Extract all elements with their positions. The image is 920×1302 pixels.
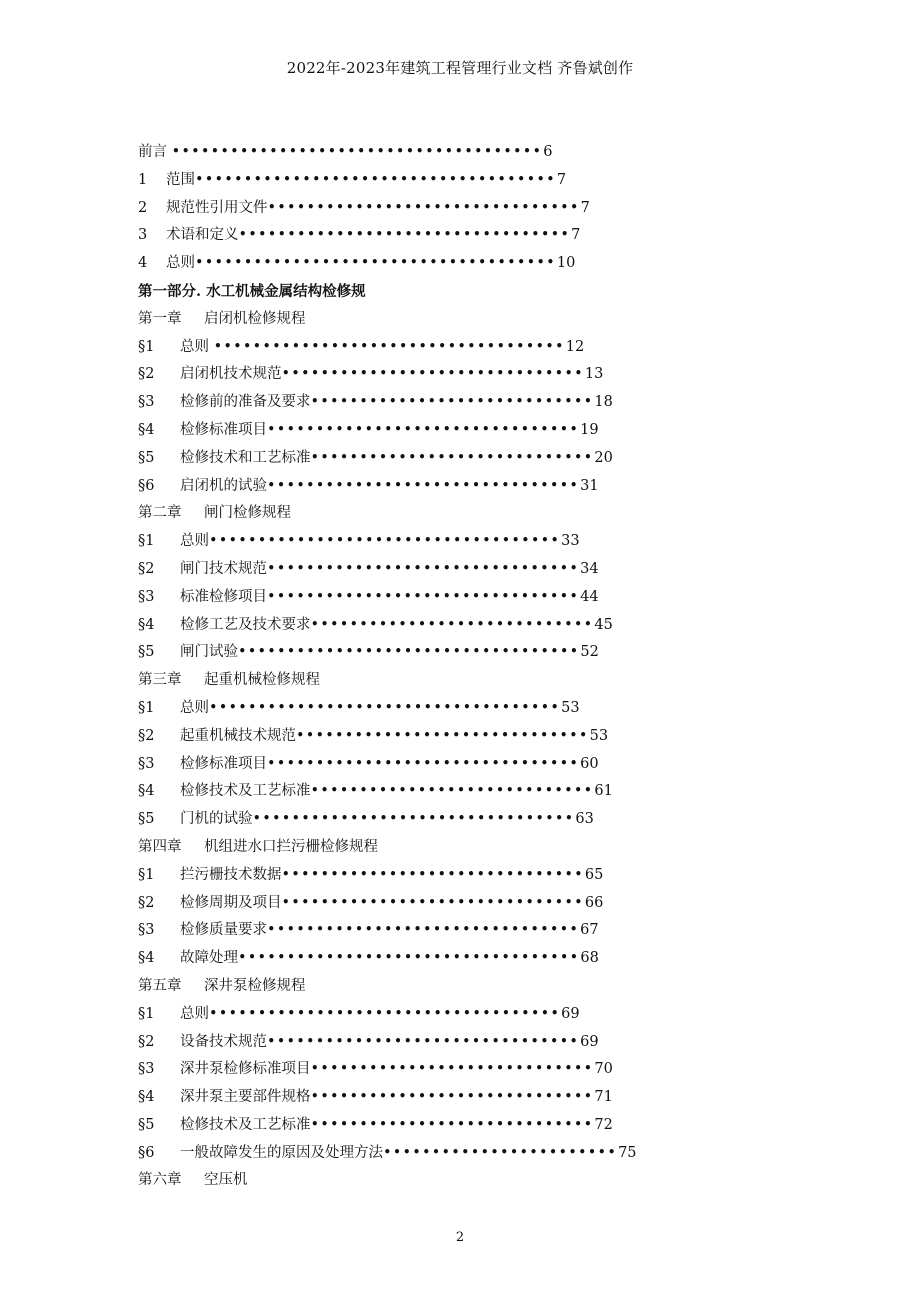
toc-number: §1 <box>138 533 155 550</box>
dot-leader: ••••••••••••••••••••••••••••••••• <box>252 811 575 828</box>
toc-page-number: 52 <box>580 644 599 661</box>
toc-title: 深井泵检修标准项目 <box>180 1061 311 1078</box>
toc-chapter[interactable] <box>138 1167 698 1195</box>
toc-title: 门机的试验 <box>180 811 253 828</box>
toc-entry[interactable] <box>138 1084 698 1112</box>
toc-title: 起重机械技术规范 <box>180 727 296 744</box>
toc-entry[interactable] <box>138 167 698 195</box>
toc-number: §2 <box>138 366 155 383</box>
toc-page-number: 6 <box>543 144 553 160</box>
toc-entry[interactable] <box>138 222 698 250</box>
dot-leader: •••••••••••••••••••••••••••••••• <box>267 755 580 772</box>
toc-title: 术语和定义 <box>166 227 239 244</box>
dot-leader: ••••••••••••••••••••••••••••• <box>310 1116 594 1133</box>
toc-entry[interactable] <box>138 862 698 890</box>
toc-page-number: 7 <box>571 227 581 244</box>
toc-number: §2 <box>138 727 155 744</box>
toc-title: 总则 <box>180 338 214 355</box>
dot-leader: •••••••••••••••••••••••••••••••••••••• <box>171 144 543 160</box>
toc-entry[interactable] <box>138 945 698 973</box>
page-number: 2 <box>455 1230 465 1245</box>
toc-entry[interactable] <box>138 334 698 362</box>
dot-leader: ••••••••••••••••••••••••••••• <box>310 449 594 466</box>
toc-number: 第一章 <box>138 310 182 327</box>
toc-page-number: 70 <box>594 1061 613 1078</box>
toc-title: 总则 <box>180 533 209 550</box>
toc-title: 检修标准项目 <box>180 421 267 438</box>
toc-chapter[interactable] <box>138 500 698 528</box>
toc-title: 前言 <box>138 144 172 160</box>
toc-number: §3 <box>138 755 155 772</box>
toc-page-number: 12 <box>565 338 585 355</box>
dot-leader: ••••••••••••••••••••••••••••• <box>310 1089 594 1106</box>
dot-leader: ••••••••••••••••••••••••••••• <box>310 394 594 411</box>
dot-leader: ••••••••••••••••••••••••••••••• <box>281 894 584 911</box>
toc-title: 总则 <box>180 699 209 716</box>
toc-entry[interactable] <box>138 639 698 667</box>
toc-number: §5 <box>138 644 155 661</box>
dot-leader: •••••••••••••••••••••••••••••••••••• <box>209 533 561 550</box>
dot-leader: •••••••••••••••••••••••••••••••••• <box>238 227 571 244</box>
toc-title: 故障处理 <box>180 950 238 967</box>
toc-entry[interactable] <box>138 250 698 278</box>
toc-page-number: 68 <box>580 950 599 967</box>
dot-leader: ••••••••••••••••••••••••••••••••••• <box>238 644 580 661</box>
page-header: 2022年-2023年建筑工程管理行业文档 齐鲁斌创作 <box>286 59 634 77</box>
toc-entry[interactable] <box>138 890 698 918</box>
toc-number: §2 <box>138 1033 155 1050</box>
toc-page-number: 33 <box>561 533 580 550</box>
dot-leader: •••••••••••••••••••••••••••••••• <box>267 560 580 577</box>
toc-number: 第六章 <box>138 1172 182 1189</box>
toc-entry[interactable] <box>138 917 698 945</box>
toc-title: 起重机械检修规程 <box>204 672 320 689</box>
toc-entry[interactable] <box>138 1029 698 1057</box>
toc-number: §3 <box>138 1061 155 1078</box>
toc-title: 标准检修项目 <box>180 588 267 605</box>
toc-page-number: 13 <box>584 366 604 383</box>
toc-title: 第一部分. 水工机械金属结构检修规 <box>138 282 366 300</box>
toc-page-number: 69 <box>561 1005 580 1022</box>
toc-number: §4 <box>138 1089 155 1106</box>
dot-leader: ••••••••••••••••••••••••••••••••••• <box>238 950 580 967</box>
toc-page-number: 67 <box>580 922 599 939</box>
toc-entry[interactable] <box>138 806 698 834</box>
toc-page-number: 66 <box>584 894 604 911</box>
toc-number: §5 <box>138 1116 155 1133</box>
dot-leader: •••••••••••••••••••••••••••••• <box>296 727 589 744</box>
toc-page-number: 7 <box>556 171 567 188</box>
dot-leader: ••••••••••••••••••••••••••••••• <box>281 866 584 883</box>
toc-entry[interactable] <box>138 445 698 473</box>
dot-leader: •••••••••••••••••••••••••••••••• <box>267 199 580 216</box>
toc-entry[interactable] <box>138 695 698 723</box>
toc-number: §5 <box>138 811 155 828</box>
toc-title: 启闭机检修规程 <box>204 310 306 327</box>
toc-page-number: 61 <box>594 783 613 800</box>
toc-entry[interactable] <box>138 1112 698 1140</box>
toc-title: 检修技术及工艺标准 <box>180 783 311 800</box>
toc-entry[interactable] <box>138 751 698 779</box>
toc-entry[interactable] <box>138 139 698 167</box>
toc-title: 机组进水口拦污栅检修规程 <box>204 838 378 855</box>
toc-page-number: 72 <box>594 1116 613 1133</box>
toc-title: 检修技术和工艺标准 <box>180 449 311 466</box>
toc-number: §6 <box>138 477 155 494</box>
toc-title: 范围 <box>166 171 195 188</box>
dot-leader: ••••••••••••••••••••••••••••• <box>310 616 594 633</box>
toc-chapter[interactable] <box>138 667 698 695</box>
toc-number: 第三章 <box>138 672 182 689</box>
toc-title: 空压机 <box>204 1172 248 1189</box>
dot-leader: •••••••••••••••••••••••••••••••••••• <box>213 338 565 355</box>
toc-title: 深井泵主要部件规格 <box>180 1089 311 1106</box>
toc-number: 4 <box>138 255 148 272</box>
dot-leader: •••••••••••••••••••••••••••••••••••• <box>209 1005 561 1022</box>
toc-title: 深井泵检修规程 <box>204 977 306 994</box>
toc-entry[interactable] <box>138 612 698 640</box>
toc-title: 闸门检修规程 <box>204 505 291 522</box>
toc-title: 检修前的准备及要求 <box>180 394 311 411</box>
toc-entry[interactable] <box>138 778 698 806</box>
toc-entry[interactable] <box>138 528 698 556</box>
toc-title: 启闭机的试验 <box>180 477 267 494</box>
toc-page-number: 31 <box>580 477 599 494</box>
dot-leader: •••••••••••••••••••••••••••••••• <box>267 421 580 438</box>
toc-number: §3 <box>138 922 155 939</box>
toc-number: §2 <box>138 894 155 911</box>
toc-number: §4 <box>138 616 155 633</box>
toc-title: 检修质量要求 <box>180 922 267 939</box>
toc-page-number: 65 <box>584 866 604 883</box>
toc-entry[interactable] <box>138 1001 698 1029</box>
dot-leader: •••••••••••••••••••••••••••••••• <box>267 1033 580 1050</box>
toc-title: 设备技术规范 <box>180 1033 267 1050</box>
toc-page-number: 60 <box>580 755 599 772</box>
toc-number: 第二章 <box>138 505 182 522</box>
toc-number: 第四章 <box>138 838 182 855</box>
toc-page-number: 69 <box>580 1033 599 1050</box>
toc-number: §3 <box>138 588 155 605</box>
toc-page-number: 44 <box>580 588 599 605</box>
toc-entry[interactable] <box>138 584 698 612</box>
dot-leader: •••••••••••••••••••••••••••••••••••• <box>209 699 561 716</box>
toc-page-number: 34 <box>580 560 599 577</box>
toc-entry[interactable] <box>138 1140 698 1168</box>
toc-part-heading[interactable] <box>138 278 698 306</box>
toc-title: 闸门技术规范 <box>180 560 267 577</box>
toc-title: 检修周期及项目 <box>180 894 282 911</box>
dot-leader: •••••••••••••••••••••••••••••••• <box>267 477 580 494</box>
toc-entry[interactable] <box>138 556 698 584</box>
toc-page-number: 10 <box>556 255 576 272</box>
toc-title: 拦污栅技术数据 <box>180 866 282 883</box>
toc-title: 规范性引用文件 <box>166 199 268 216</box>
toc-entry[interactable] <box>138 1056 698 1084</box>
toc-title: 检修标准项目 <box>180 755 267 772</box>
toc-page-number: 53 <box>589 727 609 744</box>
toc-page-number: 19 <box>580 421 599 438</box>
toc-title: 一般故障发生的原因及处理方法 <box>180 1144 383 1161</box>
toc-entry[interactable] <box>138 361 698 389</box>
dot-leader: ••••••••••••••••••••••••••••••••••••• <box>195 255 556 272</box>
toc-title: 检修工艺及技术要求 <box>180 616 311 633</box>
dot-leader: ••••••••••••••••••••••••••••••• <box>281 366 584 383</box>
table-of-contents <box>138 139 698 1195</box>
toc-chapter[interactable] <box>138 306 698 334</box>
toc-page-number: 45 <box>594 616 613 633</box>
toc-title: 总则 <box>180 1005 209 1022</box>
dot-leader: •••••••••••••••••••••••••••••••• <box>267 588 580 605</box>
toc-title: 检修技术及工艺标准 <box>180 1116 311 1133</box>
toc-number: 第五章 <box>138 977 182 994</box>
toc-chapter[interactable] <box>138 973 698 1001</box>
toc-number: 3 <box>138 227 148 244</box>
toc-title: 总则 <box>166 255 195 272</box>
toc-page-number: 75 <box>618 1144 637 1161</box>
toc-number: §1 <box>138 866 155 883</box>
toc-entry[interactable] <box>138 195 698 223</box>
toc-page-number: 63 <box>575 811 594 828</box>
dot-leader: •••••••••••••••••••••••••••••••• <box>267 922 580 939</box>
dot-leader: ••••••••••••••••••••••••••••• <box>310 783 594 800</box>
toc-chapter[interactable] <box>138 834 698 862</box>
toc-page-number: 53 <box>561 699 580 716</box>
toc-title: 启闭机技术规范 <box>180 366 282 383</box>
toc-title: 闸门试验 <box>180 644 238 661</box>
toc-number: §4 <box>138 950 155 967</box>
toc-page-number: 71 <box>594 1089 613 1106</box>
toc-number: §3 <box>138 394 155 411</box>
toc-number: §4 <box>138 421 155 438</box>
toc-number: §6 <box>138 1144 155 1161</box>
toc-page-number: 18 <box>594 394 613 411</box>
toc-number: 1 <box>138 171 148 188</box>
toc-page-number: 7 <box>580 199 590 216</box>
toc-number: §1 <box>138 1005 155 1022</box>
toc-entry[interactable] <box>138 389 698 417</box>
toc-number: §4 <box>138 783 155 800</box>
toc-number: §5 <box>138 449 155 466</box>
toc-entry[interactable] <box>138 473 698 501</box>
toc-number: §1 <box>138 338 155 355</box>
dot-leader: ••••••••••••••••••••••••••••• <box>310 1061 594 1078</box>
toc-entry[interactable] <box>138 723 698 751</box>
dot-leader: •••••••••••••••••••••••• <box>383 1144 618 1161</box>
toc-number: 2 <box>138 199 148 216</box>
toc-entry[interactable] <box>138 417 698 445</box>
toc-number: §1 <box>138 699 155 716</box>
dot-leader: ••••••••••••••••••••••••••••••••••••• <box>195 171 556 188</box>
toc-number: §2 <box>138 560 155 577</box>
toc-page-number: 20 <box>594 449 613 466</box>
